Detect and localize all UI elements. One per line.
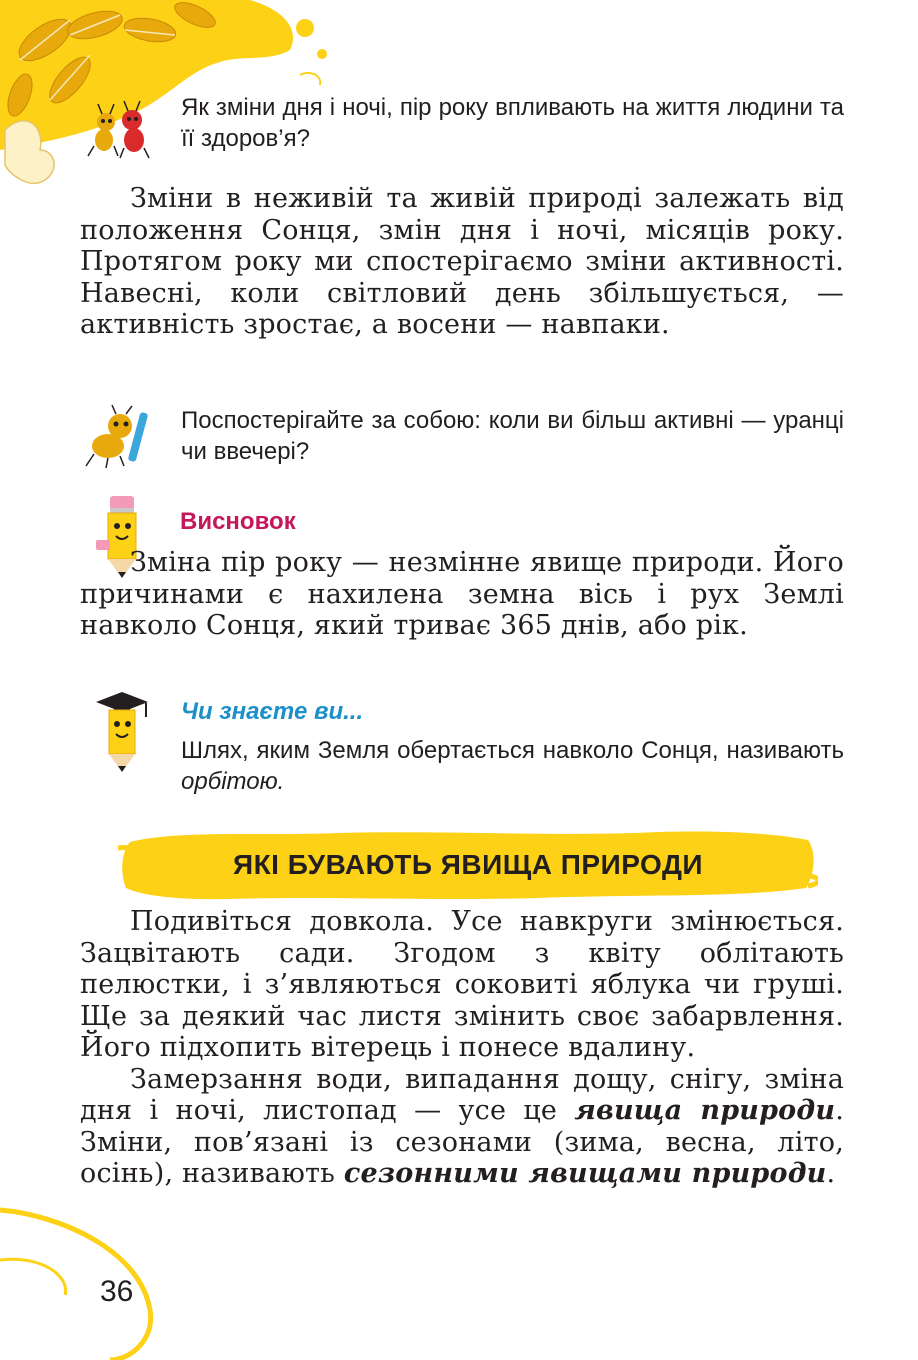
did-you-know-body: Шлях, яким Земля обертається навколо Сонця, називають — [181, 737, 844, 764]
section-body — [80, 906, 844, 1190]
ants-mascot-icon — [86, 96, 158, 160]
did-you-know-heading: Чи знаєте ви... — [181, 698, 364, 725]
nature-phenomena-term: явища природи — [574, 1095, 836, 1126]
section-title: ЯКІ БУВАЮТЬ ЯВИЩА ПРИРОДИ — [232, 849, 704, 880]
conclusion-text: Зміна пір року — незмінне явище природи. Його причинами є нахилена земна вісь і рух Землі навколо Сонця, який триває 365 днів, або рік. — [80, 547, 844, 641]
seasonal-phenomena-term: сезонними явищами природи — [343, 1158, 827, 1189]
did-you-know-text — [181, 735, 844, 797]
page-number: 36 — [100, 1275, 134, 1308]
conclusion-heading: Висновок — [180, 508, 296, 535]
ant-with-pen-icon — [80, 404, 152, 470]
pencil-graduate-icon — [92, 688, 154, 774]
intro-paragraph: Зміни в неживій та живій природі залежать від положення Сонця, змін дня і ночі, місяців року. Протягом року ми спостерігаємо зміни активності. Навесні, коли світловий день збільшується, — активність зростає, а восени — навпаки. — [80, 183, 844, 340]
yellow-swirl-decoration — [0, 1200, 180, 1360]
orbit-term: орбітою. — [181, 768, 285, 795]
ants-question: Як зміни дня і ночі, пір року впливають на життя людини та її здоров’я? — [181, 94, 844, 152]
section-paragraph-1: Подивіться довкола. Усе навкруги змінюється. Зацвітають сади. Згодом з квіту облітають пелюстки, і з’являються соковиті яблука чи груші. Ще за деякий час листя змінить своє забарвлення. Його підхопить вітерець і понесе вдалину. — [80, 906, 844, 1063]
observe-task: Поспостерігайте за собою: коли ви більш активні — уранці чи ввечері? — [181, 407, 844, 465]
section-paragraph-2: Замерзання води, випадання дощу, снігу, зміна дня і ночі, листопад — усе це явища природи. Зміни, пов’язані із сезонами (зима, весна, літо, осінь), називають сезонними явищами природи. — [80, 1063, 844, 1189]
